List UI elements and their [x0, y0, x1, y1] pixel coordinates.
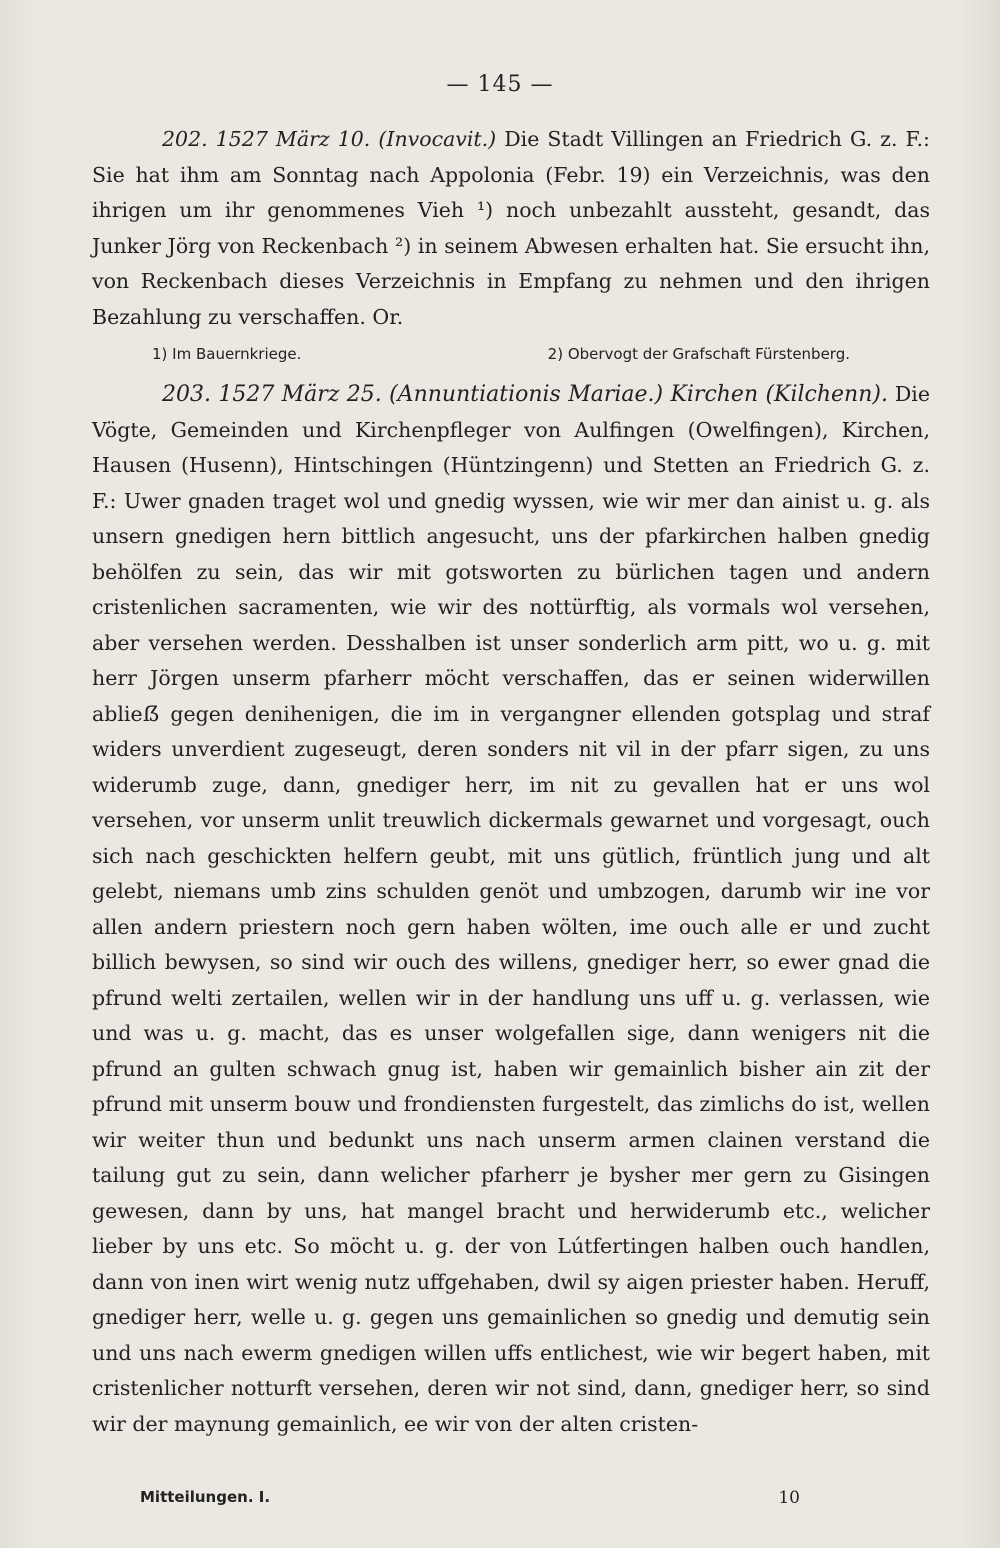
body-text [92, 122, 930, 1442]
entry-202 [92, 122, 930, 335]
entry-203-number: 203. [162, 382, 211, 407]
entry-202-feast: (Invocavit.) [378, 127, 497, 151]
entry-203-heading [92, 382, 888, 407]
signature-mark: Mitteilungen. I. [140, 1488, 271, 1506]
signature-number: 10 [778, 1488, 800, 1508]
entry-202-number: 202. [162, 127, 208, 151]
entry-203 [92, 377, 930, 1442]
page-number: — 145 — [446, 72, 554, 97]
entry-202-date: 1527 März 10. [215, 127, 371, 151]
entry-203-place: Kirchen (Kilchenn). [670, 382, 888, 407]
entry-202-text: Die Stadt Villingen an Friedrich G. z. F.: Sie hat ihm am Sonntag nach Appolonia (Febr. 19) ein Verzeichnis, was den ihrigen um ihr genommenes Vieh ¹) noch unbezahlt aussteht, gesandt, das Junker Jörg von Reckenbach ²) in seinem Abwesen erhalten hat. Sie ersucht ihn, von Reckenbach dieses Verzeichnis in Empfang zu nehmen und den ihrigen Bezahlung zu verschaffen. Or. [92, 127, 930, 329]
entry-203-feast: (Annuntiationis Mariae.) [389, 382, 664, 407]
footnote-2: 2) Obervogt der Grafschaft Fürstenberg. [547, 345, 850, 363]
entry-203-text: Die Vögte, Gemeinden und Kirchenpfleger von Aulfingen (Owelfingen), Kirchen, Hausen (Husenn), Hintschingen (Hüntzingenn) und Stetten an Friedrich G. z. F.: Uwer gnaden traget wol und gnedig wyssen, wie wir mer dan ainist u. g. als unsern gnedigen hern bittlich angesucht, uns der pfarkirchen halben gnedig behölfen zu sein, das wir mit gotsworten zu bürlichen tagen und andern cristenlichen sacramenten, wie wir des nottürftig, als vormals wol versehen, aber versehen werden. Desshalben ist unser sonderlich arm pitt, wo u. g. mit herr Jörgen unserm pfarherr möcht verschaffen, das er seinen widerwillen ablieẞ gegen denihenigen, die im in vergangner ellenden gotsplag und straf widers unverdient zugeseugt, deren sonders nit vil in der pfarr sigen, zu uns widerumb zuge, dann, gnediger herr, im nit zu gevallen hat er uns wol versehen, vor unserm unlit treuwlich dickermals gewarnet und vorgesagt, ouch sich nach geschickten helfern geubt, mit uns gütlich, früntlich jung und alt gelebt, niemans umb zins schulden genöt und umbzogen, darumb wir ine vor allen andern priestern noch gern haben wölten, ime ouch alle er und zucht billich bewysen, so sind wir ouch des willens, gnediger herr, so ewer gnad die pfrund welti zertailen, wellen wir in der handlung uns uff u. g. verlassen, wie und was u. g. macht, das es unser wolgefallen sige, dann wenigers nit die pfrund an gulten schwach gnug ist, haben wir gemainlich bisher ain zit der pfrund mit unserm bouw und frondiensten furgestelt, das zimlichs do ist, wellen wir weiter thun und bedunkt uns nach unserm armen clainen verstand die tailung gut zu sein, dann welicher pfarherr je bysher mer gern zu Gisingen gewesen, dann by uns, hat mangel bracht und herwiderumb etc., welicher lieber by uns etc. So möcht u. g. der von Lútfertingen halben ouch handlen, dann von inen wirt wenig nutz uffgehaben, dwil sy aigen priester haben. Heruff, gnediger herr, welle u. g. gegen uns gemainlichen so gnedig und demutig sein und uns nach ewerm gnedigen willen uffs entlichest, wie wir begert haben, mit cristenlicher notturft versehen, deren wir not sind, dann, gnediger herr, so sind wir der maynung gemainlich, ee wir von der alten cristen- [92, 382, 930, 1436]
footnote-1: 1) Im Bauernkriege. [152, 345, 302, 363]
entry-203-date: 1527 März 25. [218, 382, 382, 407]
signature-line [140, 1488, 800, 1508]
footnotes [152, 339, 850, 369]
